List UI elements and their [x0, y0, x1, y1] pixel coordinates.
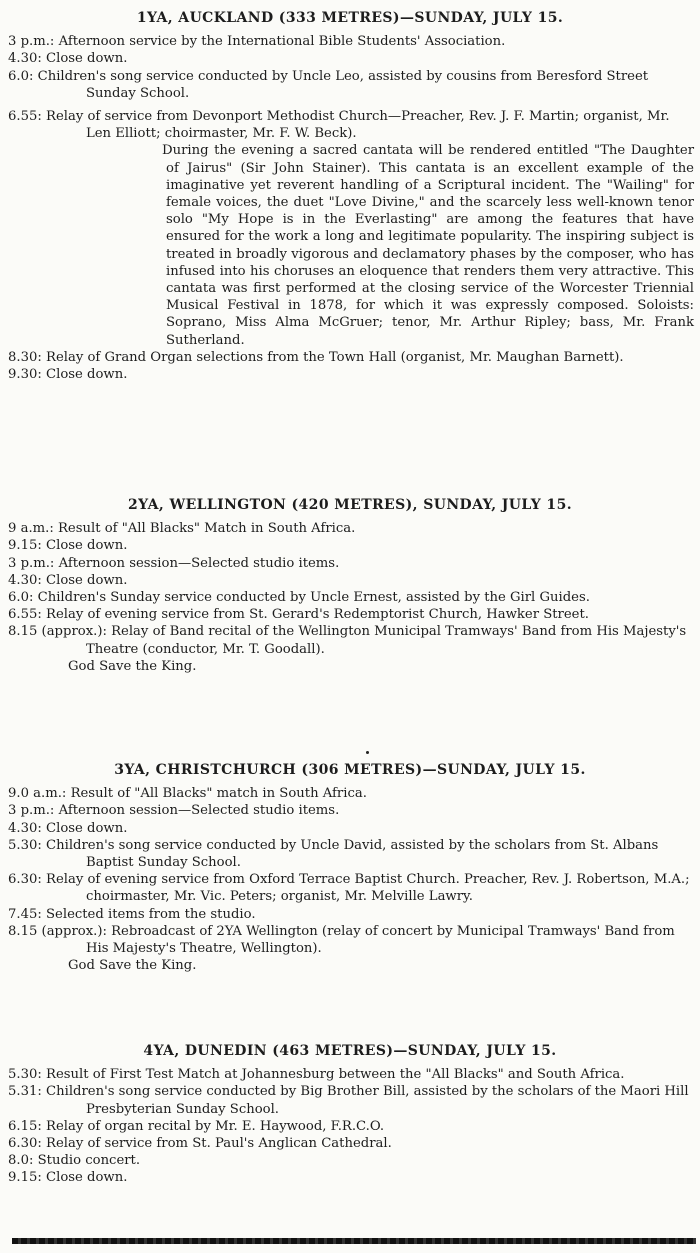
entry-time: 4.30 — [8, 51, 38, 67]
entry-text: Close down. — [46, 367, 128, 383]
entry-time: 6.0 — [8, 590, 29, 606]
entry-time: 9.30 — [8, 367, 38, 383]
program-entry: 3 p.m.: Afternoon session—Selected studio items. — [8, 803, 340, 819]
program-entry: 3 p.m.: Afternoon service by the International Bible Students' Association. — [8, 34, 506, 50]
entry-text: Relay of service from Devonport Methodist Church—Preacher, Rev. J. F. Martin; organist, Mr. Len Elliott; choirmaster, Mr. F. W. Beck). — [46, 109, 670, 142]
section-heading: 2YA, WELLINGTON (420 METRES), SUNDAY, JULY 15. — [128, 497, 572, 513]
entry-text: Close down. — [46, 51, 128, 67]
entry-text: Relay of organ recital by Mr. E. Haywood, F.R.C.O. — [46, 1118, 385, 1134]
entry-time: 7.45 — [8, 906, 38, 922]
program-entry: 6.15: Relay of organ recital by Mr. E. Haywood, F.R.C.O. — [8, 1118, 385, 1134]
program-entry: 9 a.m.: Result of "All Blacks" Match in South Africa. — [8, 521, 356, 537]
program-entry: 8.15 (approx.): Relay of Band recital of the Wellington Municipal Tramways' Band from His Majesty's Theatre (conductor, Mr. T. Goodall). — [8, 624, 687, 657]
entry-text: Close down. — [46, 572, 128, 588]
entry-time: 6.30 — [8, 1136, 38, 1152]
entry-time: 3 p.m. — [8, 803, 50, 819]
entry-text: Close down. — [46, 1170, 128, 1186]
program-entry: 6.0: Children's Sunday service conducted by Uncle Ernest, assisted by the Girl Guides. — [8, 590, 590, 606]
entry-text: Result of First Test Match at Johannesburg between the "All Blacks" and South Africa. — [46, 1067, 625, 1083]
entry-time: 9.15 — [8, 538, 38, 554]
entry-text: Rebroadcast of 2YA Wellington (relay of concert by Municipal Tramways' Band from His Majesty's Theatre, Wellington). — [86, 923, 675, 957]
bottom-rule-divider — [12, 1238, 696, 1244]
entry-text: Relay of evening service from Oxford Terrace Baptist Church. Preacher, Rev. J. Robertson, M.A.; choirmaster, Mr. Vic. Peters; organist, Mr. Melville Lawry. — [46, 872, 690, 905]
program-entry: 8.0: Studio concert. — [8, 1153, 141, 1169]
entry-time: 4.30 — [8, 820, 38, 836]
program-entry: 5.30: Children's song service conducted by Uncle David, assisted by the scholars from St. Albans Baptist Sunday School. — [8, 837, 659, 871]
print-speck — [366, 751, 369, 754]
closing-anthem: God Save the King. — [68, 958, 197, 974]
entry-time: 8.15 (approx.) — [8, 923, 103, 939]
entry-text: Afternoon service by the International Bible Students' Association. — [58, 34, 506, 50]
entry-time: 8.30 — [8, 349, 38, 365]
program-entry: 8.15 (approx.): Rebroadcast of 2YA Wellington (relay of concert by Municipal Tramways' Band from His Majesty's Theatre, Wellington). — [8, 923, 675, 957]
entry-text: Studio concert. — [37, 1153, 141, 1169]
program-entry: 9.15: Close down. — [8, 538, 128, 554]
entry-text: Selected items from the studio. — [46, 906, 256, 922]
program-entry: 5.30: Result of First Test Match at Johannesburg between the "All Blacks" and South Africa. — [8, 1067, 625, 1083]
program-entry: 5.31: Children's song service conducted by Big Brother Bill, assisted by the scholars of the Maori Hill Presbyterian Sunday School. — [8, 1084, 689, 1117]
program-entry: 6.55: Relay of evening service from St. Gerard's Redemptorist Church, Hawker Street. — [8, 607, 589, 623]
entry-text: Result of "All Blacks" Match in South Africa. — [57, 521, 356, 537]
program-entry: 9.30: Close down. — [8, 367, 128, 383]
program-entry: 8.30: Relay of Grand Organ selections from the Town Hall (organist, Mr. Maughan Barnett). — [8, 349, 624, 365]
entry-text: Children's song service conducted by Uncle David, assisted by the scholars from St. Albans Baptist Sunday School. — [46, 837, 659, 871]
entry-time: 6.0 — [8, 68, 29, 84]
entry-time: 5.31 — [8, 1084, 38, 1100]
program-entry: 9.0 a.m.: Result of "All Blacks" match in South Africa. — [8, 786, 367, 802]
program-entry: 4.30: Close down. — [8, 820, 128, 836]
entry-text: Children's song service conducted by Big Brother Bill, assisted by the scholars of the Maori Hill Presbyterian Sunday School. — [46, 1084, 689, 1117]
entry-text: Relay of evening service from St. Gerard's Redemptorist Church, Hawker Street. — [46, 607, 589, 623]
entry-text: Result of "All Blacks" match in South Africa. — [70, 786, 367, 802]
program-entry: 6.55: Relay of service from Devonport Methodist Church—Preacher, Rev. J. F. Martin; organist, Mr. Len Elliott; choirmaster, Mr. F. W. Beck). — [8, 109, 670, 142]
entry-time: 9.15 — [8, 1170, 38, 1186]
entry-time: 6.55 — [8, 607, 38, 623]
section-heading: 1YA, AUCKLAND (333 METRES)—SUNDAY, JULY 15. — [136, 10, 564, 26]
entry-time: 9.0 a.m. — [8, 786, 62, 802]
entry-text: Close down. — [46, 820, 128, 836]
program-entry: 9.15: Close down. — [8, 1170, 128, 1186]
entry-text: Children's song service conducted by Uncle Leo, assisted by cousins from Beresford Street Sunday School. — [37, 68, 649, 101]
entry-time: 5.30 — [8, 837, 38, 853]
entry-time: 8.15 (approx.) — [8, 624, 103, 640]
entry-time: 9 a.m. — [8, 521, 50, 537]
entry-text: Afternoon session—Selected studio items. — [58, 803, 340, 819]
entry-time: 8.0 — [8, 1153, 29, 1169]
entry-text: Afternoon session—Selected studio items. — [58, 555, 340, 571]
program-entry: 6.30: Relay of evening service from Oxford Terrace Baptist Church. Preacher, Rev. J. Robertson, M.A.; choirmaster, Mr. Vic. Peters; organist, Mr. Melville Lawry. — [8, 872, 690, 905]
entry-text: Relay of service from St. Paul's Anglican Cathedral. — [46, 1136, 392, 1152]
entry-text: Children's Sunday service conducted by Uncle Ernest, assisted by the Girl Guides. — [37, 590, 590, 606]
entry-time: 6.55 — [8, 109, 38, 125]
closing-anthem: God Save the King. — [68, 658, 197, 674]
program-entry: 3 p.m.: Afternoon session—Selected studio items. — [8, 555, 340, 571]
entry-time: 6.15 — [8, 1118, 38, 1134]
program-entry: 7.45: Selected items from the studio. — [8, 906, 256, 922]
program-entry: 4.30: Close down. — [8, 572, 128, 588]
section-2ya-wellington — [6, 497, 694, 675]
section-heading: 4YA, DUNEDIN (463 METRES)—SUNDAY, JULY 15. — [143, 1043, 557, 1059]
entry-text: Relay of Grand Organ selections from the Town Hall (organist, Mr. Maughan Barnett). — [46, 349, 624, 365]
section-1ya-auckland — [6, 10, 694, 383]
entry-time: 5.30 — [8, 1067, 38, 1083]
program-entry: 6.30: Relay of service from St. Paul's Anglican Cathedral. — [8, 1136, 392, 1152]
program-entry: 4.30: Close down. — [8, 51, 128, 67]
cantata-description: During the evening a sacred cantata will be rendered entitled "The Daughter of Jairus" (Sir John Stainer). This cantata is an excellent example of the imaginative yet reverent handling of a Scriptural incident. The "Wailing" for female voices, the duet "Love Divine," and the scarcely less well-known tenor solo "My Hope is in the Everlasting" are among the features that have ensured for the work a long and legitimate popularity. The inspiring subject is treated in broadly vigorous and declamatory phases by the composer, who has infused into his choruses an eloquence that renders them very attractive. This cantata was first performed at the closing service of the Worcester Triennial Musical Festival in 1878, for which it was expressly composed. Soloists: Soprano, Miss Alma McGruer; tenor, Mr. Arthur Ripley; bass, Mr. Frank Sutherland. — [162, 143, 694, 348]
entry-time: 6.30 — [8, 872, 38, 888]
entry-time: 4.30 — [8, 572, 38, 588]
entry-time: 3 p.m. — [8, 555, 50, 571]
section-heading: 3YA, CHRISTCHURCH (306 METRES)—SUNDAY, JULY 15. — [114, 762, 586, 778]
section-3ya-christchurch — [6, 762, 694, 974]
entry-text: Relay of Band recital of the Wellington Municipal Tramways' Band from His Majesty's Theatre (conductor, Mr. T. Goodall). — [86, 624, 687, 657]
program-entry: 6.0: Children's song service conducted by Uncle Leo, assisted by cousins from Beresford Street Sunday School. — [8, 68, 649, 101]
entry-text: Close down. — [46, 538, 128, 554]
entry-time: 3 p.m. — [8, 34, 50, 50]
section-4ya-dunedin — [6, 1043, 694, 1187]
